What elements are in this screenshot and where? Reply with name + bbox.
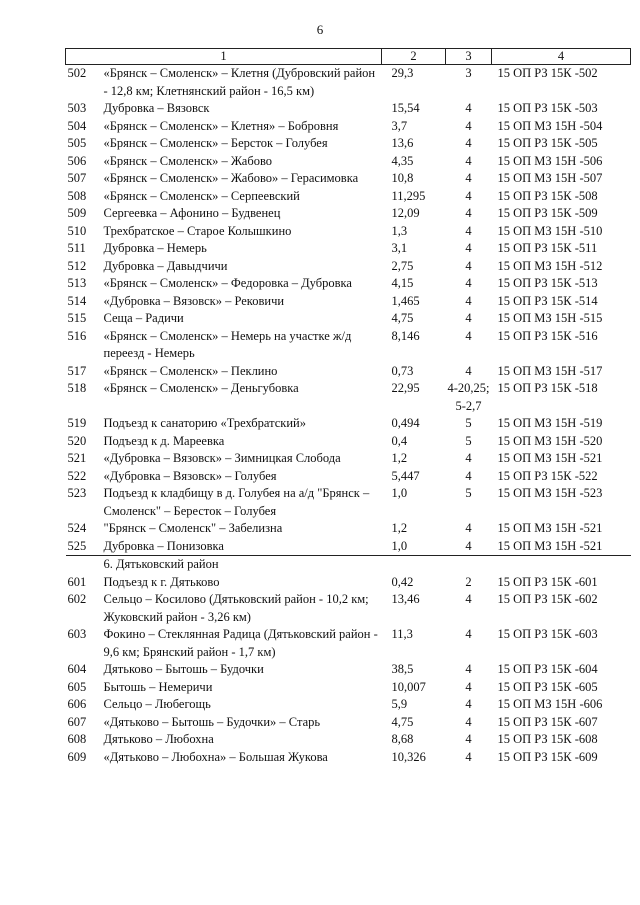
road-name: «Брянск – Смоленск» – Серпеевский bbox=[103, 188, 300, 203]
road-name: Подъезд к кладбищу в д. Голубея на а/д "Брянск – Смоленск" – Бересток – Голубея bbox=[103, 486, 370, 518]
road-id-code: 15 ОП МЗ 15Н -520 bbox=[497, 433, 603, 448]
road-number: 503 bbox=[67, 101, 87, 115]
road-name: "Брянск – Смоленск" – Забелизна bbox=[103, 521, 283, 535]
road-category: 4 bbox=[465, 662, 472, 676]
road-cell bbox=[66, 538, 382, 556]
road-cell bbox=[66, 749, 382, 767]
road-id-code: 15 ОП РЗ 15К -509 bbox=[497, 206, 598, 220]
road-cell bbox=[66, 714, 382, 732]
roads-table bbox=[65, 48, 631, 766]
table-row bbox=[66, 574, 631, 592]
road-cell bbox=[66, 118, 382, 136]
road-id-code: 15 ОП РЗ 15К -609 bbox=[497, 749, 598, 764]
road-category: 4 bbox=[465, 118, 472, 133]
road-number: 525 bbox=[67, 538, 87, 553]
road-cell bbox=[66, 696, 382, 714]
road-number: 604 bbox=[67, 662, 87, 676]
road-name: «Брянск – Смоленск» – Пеклино bbox=[103, 363, 278, 378]
road-category: 4 bbox=[465, 311, 472, 325]
road-length: 0,42 bbox=[391, 574, 414, 589]
road-cell bbox=[66, 153, 382, 171]
road-cell bbox=[66, 188, 382, 206]
road-cell bbox=[66, 380, 382, 415]
road-name: Сельцо – Любегощь bbox=[103, 697, 211, 711]
table-row bbox=[66, 223, 631, 241]
road-length: 1,0 bbox=[391, 538, 408, 553]
road-length: 29,3 bbox=[391, 66, 414, 80]
road-cell bbox=[66, 468, 382, 486]
road-id-code: 15 ОП МЗ 15Н -506 bbox=[497, 153, 603, 168]
road-cell bbox=[66, 363, 382, 381]
road-name: Бытошь – Немеричи bbox=[103, 679, 213, 694]
road-length: 8,68 bbox=[391, 732, 414, 746]
road-id-code: 15 ОП МЗ 15Н -504 bbox=[497, 118, 603, 133]
road-length: 4,35 bbox=[391, 153, 414, 168]
road-name: «Дятьково – Бытошь – Будочки» – Старь bbox=[103, 714, 321, 729]
road-number: 514 bbox=[67, 293, 87, 308]
road-number: 522 bbox=[67, 468, 87, 483]
table-row bbox=[66, 749, 631, 767]
road-length: 0,4 bbox=[391, 433, 408, 448]
road-category: 4 bbox=[465, 206, 472, 220]
road-id-code: 15 ОП РЗ 15К -511 bbox=[497, 241, 598, 255]
road-name: «Брянск – Смоленск» – Немерь на участке ж/д переезд - Немерь bbox=[103, 328, 352, 360]
road-length: 4,75 bbox=[391, 311, 414, 325]
road-id-code: 15 ОП МЗ 15Н -523 bbox=[497, 486, 603, 500]
table-row bbox=[66, 363, 631, 381]
road-number: 515 bbox=[67, 311, 87, 325]
road-number: 507 bbox=[67, 171, 87, 185]
road-category: 4 bbox=[465, 241, 472, 255]
road-id-code: 15 ОП РЗ 15К -602 bbox=[497, 592, 598, 606]
road-length: 13,6 bbox=[391, 136, 414, 150]
road-id-code: 15 ОП РЗ 15К -514 bbox=[497, 293, 598, 308]
table-row bbox=[66, 485, 631, 520]
road-length: 0,73 bbox=[391, 363, 414, 378]
road-name: Дубровка – Немерь bbox=[103, 241, 207, 255]
road-length: 5,447 bbox=[391, 468, 420, 483]
road-number: 609 bbox=[67, 749, 87, 764]
road-id-code: 15 ОП РЗ 15К -518 bbox=[497, 381, 598, 395]
road-cell bbox=[66, 223, 382, 241]
road-id-code: 15 ОП РЗ 15К -516 bbox=[497, 328, 598, 343]
road-category: 4 bbox=[465, 521, 472, 535]
road-name: Сергеевка – Афонино – Будвенец bbox=[103, 206, 281, 220]
road-id-code: 15 ОП РЗ 15К -607 bbox=[497, 714, 598, 729]
road-id-code: 15 ОП МЗ 15Н -519 bbox=[497, 416, 603, 430]
road-id-code: 15 ОП МЗ 15Н -515 bbox=[497, 311, 603, 325]
road-length: 1,2 bbox=[391, 521, 408, 535]
road-category: 4 bbox=[465, 136, 472, 150]
road-id-code: 15 ОП РЗ 15К -601 bbox=[497, 574, 598, 589]
road-cell bbox=[66, 205, 382, 223]
road-name: «Брянск – Смоленск» – Жабово» – Герасимовка bbox=[103, 171, 359, 185]
table-row bbox=[66, 468, 631, 486]
road-category: 5 bbox=[465, 486, 472, 500]
road-category: 4 bbox=[465, 363, 472, 378]
road-category: 4 bbox=[465, 153, 472, 168]
table-row bbox=[66, 520, 631, 538]
road-cell bbox=[66, 574, 382, 592]
road-cell bbox=[66, 275, 382, 293]
road-number: 512 bbox=[67, 258, 87, 273]
road-number: 518 bbox=[67, 381, 87, 395]
road-category: 4 bbox=[465, 697, 472, 711]
road-category: 4 bbox=[465, 328, 472, 343]
table-row bbox=[66, 696, 631, 714]
road-name: «Брянск – Смоленск» – Деньгубовка bbox=[103, 381, 299, 395]
road-id-code: 15 ОП МЗ 15Н -521 bbox=[497, 521, 603, 535]
road-category: 4 bbox=[465, 468, 472, 483]
table-row bbox=[66, 153, 631, 171]
road-number: 517 bbox=[67, 363, 87, 378]
page-number: 6 bbox=[316, 22, 324, 37]
road-number: 508 bbox=[67, 188, 87, 203]
road-number: 510 bbox=[67, 223, 87, 238]
road-length: 10,8 bbox=[391, 171, 414, 185]
table-row bbox=[66, 118, 631, 136]
table-row bbox=[66, 538, 631, 556]
district-5-rows bbox=[66, 65, 631, 556]
road-number: 607 bbox=[67, 714, 87, 729]
road-number: 603 bbox=[67, 627, 87, 641]
table-row bbox=[66, 100, 631, 118]
table-row bbox=[66, 661, 631, 679]
road-number: 519 bbox=[67, 416, 87, 430]
table-row bbox=[66, 415, 631, 433]
road-name: Подъезд к д. Мареевка bbox=[103, 433, 225, 448]
road-length: 38,5 bbox=[391, 662, 414, 676]
road-cell bbox=[66, 433, 382, 451]
road-length: 12,09 bbox=[391, 206, 420, 220]
road-length: 13,46 bbox=[391, 592, 420, 606]
road-id-code: 15 ОП РЗ 15К -503 bbox=[497, 101, 598, 115]
road-cell bbox=[66, 679, 382, 697]
header-col-4: 4 bbox=[492, 49, 631, 65]
road-length: 3,1 bbox=[391, 241, 408, 255]
road-length: 11,3 bbox=[391, 627, 413, 641]
road-id-code: 15 ОП РЗ 15К -502 bbox=[497, 66, 598, 80]
road-number: 608 bbox=[67, 732, 87, 746]
road-id-code: 15 ОП МЗ 15Н -510 bbox=[497, 223, 603, 238]
table-row bbox=[66, 679, 631, 697]
road-length: 2,75 bbox=[391, 258, 414, 273]
road-category: 4 bbox=[465, 101, 472, 115]
road-length: 4,75 bbox=[391, 714, 414, 729]
road-name: Подъезд к санаторию «Трехбратский» bbox=[103, 416, 306, 430]
table-row bbox=[66, 450, 631, 468]
table-header bbox=[66, 49, 631, 65]
road-number: 509 bbox=[67, 206, 87, 220]
road-name: Сельцо – Косилово (Дятьковский район - 10,2 км; Жуковский район - 3,26 км) bbox=[103, 592, 369, 624]
road-category: 4 bbox=[465, 749, 472, 764]
table-row bbox=[66, 65, 631, 101]
road-length: 15,54 bbox=[391, 101, 420, 115]
road-id-code: 15 ОП МЗ 15Н -517 bbox=[497, 363, 603, 378]
table-row bbox=[66, 714, 631, 732]
table-row bbox=[66, 310, 631, 328]
road-category: 4 bbox=[465, 188, 472, 203]
road-name: Дубровка – Вязовск bbox=[103, 101, 210, 115]
road-category: 4 bbox=[465, 223, 472, 238]
road-name: Дятьково – Любохна bbox=[103, 732, 214, 746]
table-row bbox=[66, 240, 631, 258]
road-id-code: 15 ОП РЗ 15К -603 bbox=[497, 627, 598, 641]
header-col-3: 3 bbox=[446, 49, 492, 65]
road-length: 3,7 bbox=[391, 118, 408, 133]
road-number: 516 bbox=[67, 328, 87, 343]
road-id-code: 15 ОП РЗ 15К -604 bbox=[497, 662, 598, 676]
district-6-rows bbox=[66, 574, 631, 767]
road-cell bbox=[66, 591, 382, 626]
road-number: 506 bbox=[67, 153, 87, 168]
table-row bbox=[66, 258, 631, 276]
road-category: 4 bbox=[465, 276, 472, 290]
road-cell bbox=[66, 661, 382, 679]
table-row bbox=[66, 433, 631, 451]
road-cell bbox=[66, 328, 382, 363]
road-id-code: 15 ОП МЗ 15Н -521 bbox=[497, 538, 603, 553]
table-row bbox=[66, 591, 631, 626]
road-category: 4 bbox=[465, 258, 472, 273]
road-length: 1,0 bbox=[391, 486, 408, 500]
road-length: 1,465 bbox=[391, 293, 420, 308]
road-category: 5 bbox=[465, 416, 472, 430]
road-name: Сеща – Радичи bbox=[103, 311, 184, 325]
road-cell bbox=[66, 520, 382, 538]
table-row bbox=[66, 380, 631, 415]
road-category: 4 bbox=[465, 714, 472, 729]
road-id-code: 15 ОП РЗ 15К -505 bbox=[497, 136, 598, 150]
table-row bbox=[66, 170, 631, 188]
header-col-1: 1 bbox=[66, 49, 382, 65]
road-category: 4 bbox=[465, 732, 472, 746]
road-category: 2 bbox=[465, 574, 472, 589]
road-name: «Брянск – Смоленск» – Берсток – Голубея bbox=[103, 136, 328, 150]
road-name: «Брянск – Смоленск» – Федоровка – Дубровка bbox=[103, 276, 352, 290]
road-cell bbox=[66, 450, 382, 468]
road-cell bbox=[66, 415, 382, 433]
road-length: 0,494 bbox=[391, 416, 420, 430]
road-number: 601 bbox=[67, 574, 87, 589]
table-row bbox=[66, 328, 631, 363]
road-id-code: 15 ОП МЗ 15Н -507 bbox=[497, 171, 603, 185]
road-number: 605 bbox=[67, 679, 87, 694]
road-id-code: 15 ОП МЗ 15Н -606 bbox=[497, 697, 603, 711]
road-cell bbox=[66, 170, 382, 188]
road-cell bbox=[66, 135, 382, 153]
table-row bbox=[66, 731, 631, 749]
road-cell bbox=[66, 310, 382, 328]
road-id-code: 15 ОП РЗ 15К -605 bbox=[497, 679, 598, 694]
road-name: «Дятьково – Любохна» – Большая Жукова bbox=[103, 749, 328, 764]
table-row bbox=[66, 188, 631, 206]
road-cell bbox=[66, 485, 382, 520]
road-category: 4 bbox=[465, 451, 472, 465]
road-name: «Брянск – Смоленск» – Клетня» – Бобровня bbox=[103, 118, 339, 133]
road-number: 520 bbox=[67, 433, 87, 448]
road-cell bbox=[66, 626, 382, 661]
road-number: 606 bbox=[67, 697, 87, 711]
road-number: 513 bbox=[67, 276, 87, 290]
road-length: 4,15 bbox=[391, 276, 414, 290]
road-length: 10,326 bbox=[391, 749, 426, 764]
header-col-2: 2 bbox=[382, 49, 446, 65]
road-category: 4 bbox=[465, 679, 472, 694]
table-row bbox=[66, 275, 631, 293]
road-number: 602 bbox=[67, 592, 87, 606]
road-id-code: 15 ОП РЗ 15К -513 bbox=[497, 276, 598, 290]
road-name: «Дубровка – Вязовск» – Зимницкая Слобода bbox=[103, 451, 341, 465]
road-length: 5,9 bbox=[391, 697, 408, 711]
road-category: 4 bbox=[465, 592, 472, 606]
road-id-code: 15 ОП МЗ 15Н -512 bbox=[497, 258, 603, 273]
table-row bbox=[66, 135, 631, 153]
road-cell bbox=[66, 731, 382, 749]
road-name: Дубровка – Давыдчичи bbox=[103, 258, 228, 273]
road-category: 5 bbox=[465, 433, 472, 448]
road-name: «Брянск – Смоленск» – Жабово bbox=[103, 153, 273, 168]
section-title: 6. Дятьковский район bbox=[66, 556, 631, 574]
road-name: Дятьково – Бытошь – Будочки bbox=[103, 662, 264, 676]
road-cell bbox=[66, 258, 382, 276]
road-name: «Дубровка – Вязовск» – Голубея bbox=[103, 468, 277, 483]
table-row bbox=[66, 293, 631, 311]
road-length: 1,2 bbox=[391, 451, 408, 465]
road-category: 4 bbox=[465, 538, 472, 553]
road-number: 504 bbox=[67, 118, 87, 133]
road-id-code: 15 ОП РЗ 15К -522 bbox=[497, 468, 598, 483]
road-name: Фокино – Стеклянная Радица (Дятьковский район - 9,6 км; Брянский район - 1,7 км) bbox=[103, 627, 378, 659]
road-id-code: 15 ОП РЗ 15К -508 bbox=[497, 188, 598, 203]
road-category: 4 bbox=[465, 293, 472, 308]
road-length: 11,295 bbox=[391, 188, 426, 203]
road-name: Дубровка – Понизовка bbox=[103, 538, 224, 553]
road-category: 4 bbox=[465, 171, 472, 185]
road-cell bbox=[66, 293, 382, 311]
table-row bbox=[66, 626, 631, 661]
road-cell bbox=[66, 240, 382, 258]
road-number: 523 bbox=[67, 486, 87, 500]
road-cell bbox=[66, 65, 382, 101]
road-length: 10,007 bbox=[391, 679, 426, 694]
road-number: 505 bbox=[67, 136, 87, 150]
road-length: 22,95 bbox=[391, 381, 420, 395]
section-header bbox=[66, 556, 631, 574]
road-id-code: 15 ОП МЗ 15Н -521 bbox=[497, 451, 603, 465]
road-category: 4 bbox=[465, 627, 472, 641]
road-number: 524 bbox=[67, 521, 87, 535]
road-cell bbox=[66, 100, 382, 118]
road-number: 511 bbox=[67, 241, 86, 255]
road-number: 521 bbox=[67, 451, 87, 465]
road-name: Трехбратское – Старое Колышкино bbox=[103, 223, 292, 238]
road-id-code: 15 ОП РЗ 15К -608 bbox=[497, 732, 598, 746]
road-length: 1,3 bbox=[391, 223, 408, 238]
road-category: 3 bbox=[465, 66, 472, 80]
road-name: «Дубровка – Вязовск» – Рековичи bbox=[103, 293, 285, 308]
table-row bbox=[66, 205, 631, 223]
road-category: 4-20,25; 5-2,7 bbox=[447, 381, 490, 413]
road-number: 502 bbox=[67, 66, 87, 80]
road-name: Подъезд к г. Дятьково bbox=[103, 574, 220, 589]
road-name: «Брянск – Смоленск» – Клетня (Дубровский район - 12,8 км; Клетнянский район - 16,5 км) bbox=[103, 66, 376, 98]
road-length: 8,146 bbox=[391, 328, 420, 343]
